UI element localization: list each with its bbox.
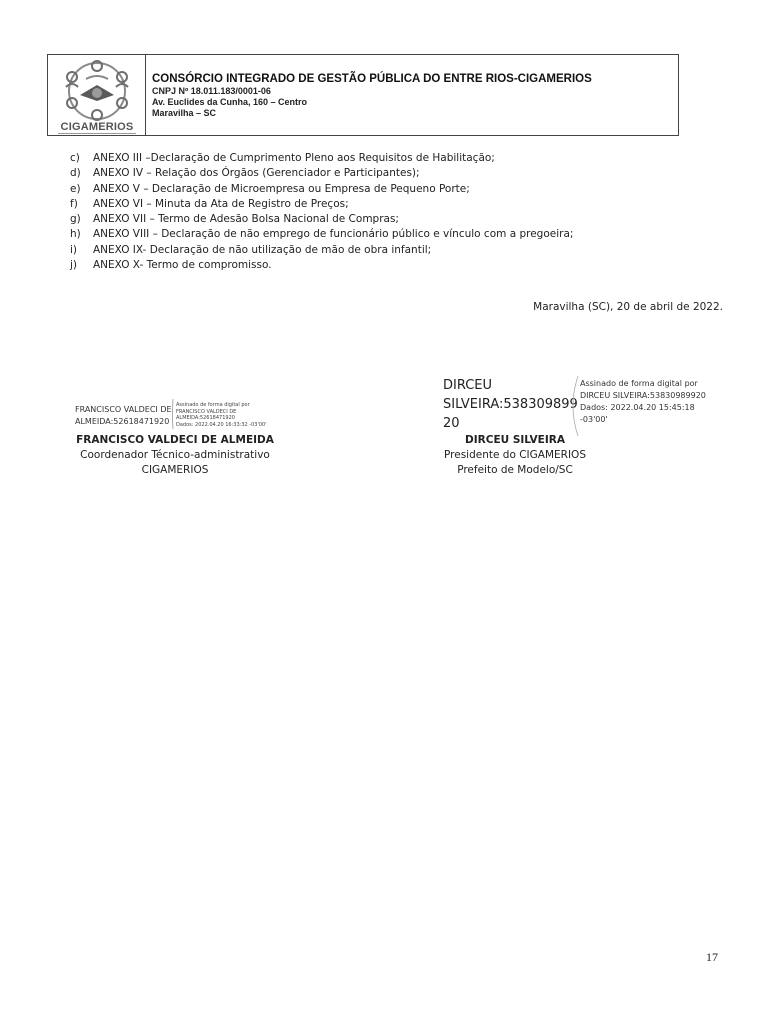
list-item (70, 227, 730, 242)
logo (48, 55, 146, 135)
list-item-text: ANEXO VII – Termo de Adesão Bolsa Nacional de Compras; (93, 213, 399, 226)
digital-signature-right-name (443, 376, 583, 433)
org-address: Av. Euclides da Cunha, 160 – Centro (152, 97, 308, 107)
signature-name-line: ALMEIDA:52618471920 (75, 417, 170, 426)
signer-name: DIRCEU SILVEIRA (465, 434, 565, 446)
page-number: 17 (706, 950, 718, 964)
signature-detail-line: Assinado de forma digital por (580, 379, 698, 388)
list-item (70, 212, 730, 227)
signature-detail-line: -03'00' (580, 415, 608, 424)
signature-separator-icon (172, 399, 174, 429)
signature-name-line: FRANCISCO VALDECI DE (75, 405, 172, 414)
signature-detail-line: DIRCEU SILVEIRA:53830989920 (580, 391, 706, 400)
letterhead (47, 54, 679, 136)
list-item-letter: h) (70, 228, 81, 241)
org-info (146, 55, 592, 135)
signer-org: Prefeito de Modelo/SC (457, 464, 573, 476)
list-item-text: ANEXO X- Termo de compromisso. (93, 259, 272, 272)
list-item-letter: d) (70, 167, 81, 180)
consortium-logo-icon (56, 57, 138, 123)
list-item-text: ANEXO III –Declaração de Cumprimento Pleno aos Requisitos de Habilitação; (93, 152, 495, 164)
list-item-text: ANEXO VIII – Declaração de não emprego de funcionário público e vínculo com a pregoeira; (93, 228, 574, 241)
list-item (70, 182, 730, 197)
signature-name-line: SILVEIRA:538309899 (443, 397, 578, 412)
org-name: CONSÓRCIO INTEGRADO DE GESTÃO PÚBLICA DO ENTRE RIOS-CIGAMERIOS (152, 73, 592, 85)
digital-signature-left-details (176, 402, 276, 428)
signer-role: Coordenador Técnico-administrativo (80, 449, 270, 461)
list-item-text: ANEXO IV – Relação dos Órgãos (Gerenciador e Participantes); (93, 167, 420, 180)
signature-name-line: DIRCEU (443, 378, 493, 393)
org-cnpj: CNPJ Nº 18.011.183/0001-06 (152, 86, 271, 96)
list-item (70, 151, 730, 166)
list-item-letter: i) (70, 243, 78, 256)
list-item-text: ANEXO VI – Minuta da Ata de Registro de Preços; (93, 197, 349, 210)
logo-underline (58, 133, 136, 134)
list-item-letter: g) (70, 213, 81, 226)
list-item-letter: f) (70, 197, 78, 210)
list-item (70, 243, 730, 258)
list-item-letter: e) (70, 182, 81, 195)
signer-left (55, 433, 295, 478)
signer-org: CIGAMERIOS (141, 464, 209, 476)
date-line: Maravilha (SC), 20 de abril de 2022. (533, 301, 723, 313)
signature-detail-line: Dados: 2022.04.20 16:33:32 -03'00' (176, 421, 267, 428)
digital-signature-right-details (580, 378, 730, 426)
signature-detail-line: ALMEIDA:52618471920 (176, 415, 235, 421)
list-item (70, 197, 730, 212)
signature-detail-line: Assinado de forma digital por (176, 402, 250, 408)
list-item-letter: c) (70, 152, 80, 164)
list-item-letter: j) (70, 259, 78, 272)
signature-name-line: 20 (443, 416, 460, 431)
list-item (70, 166, 730, 181)
signature-detail-line: Dados: 2022.04.20 15:45:18 (580, 403, 695, 412)
signer-role: Presidente do CIGAMERIOS (444, 449, 586, 461)
signer-name: FRANCISCO VALDECI DE ALMEIDA (76, 434, 274, 446)
list-item (70, 258, 730, 273)
list-item-text: ANEXO V – Declaração de Microempresa ou Empresa de Pequeno Porte; (93, 182, 470, 195)
digital-signature-left-name (75, 404, 175, 428)
signer-right (395, 433, 635, 478)
signature-detail-line: FRANCISCO VALDECI DE (176, 408, 237, 415)
annex-list (70, 151, 730, 273)
list-item-text: ANEXO IX- Declaração de não utilização de mão de obra infantil; (93, 243, 432, 256)
org-city: Maravilha – SC (152, 108, 217, 118)
logo-wordmark: CIGAMERIOS (60, 121, 134, 133)
